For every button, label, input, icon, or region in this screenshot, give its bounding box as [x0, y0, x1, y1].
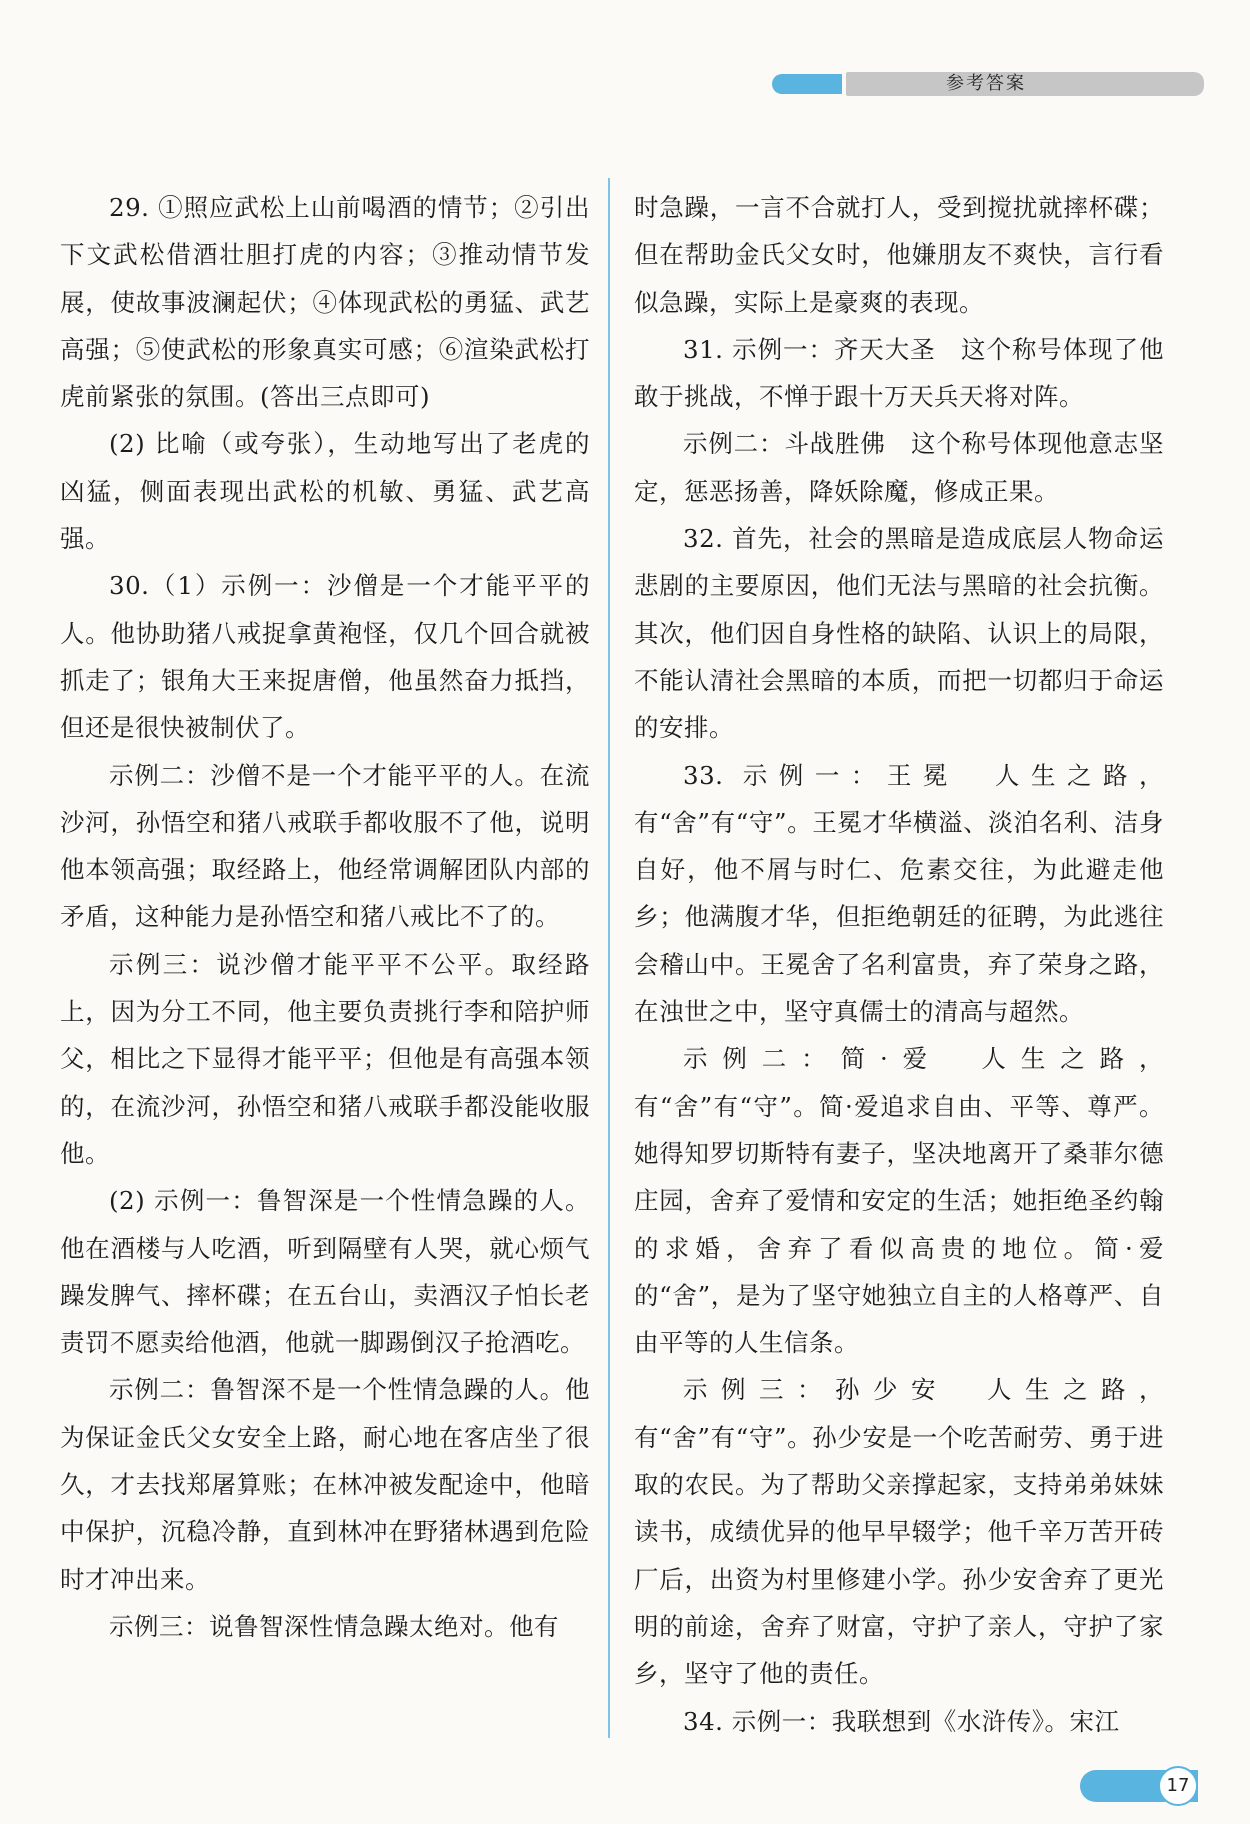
- answer-31-example1: 31. 示例一：齐天大圣 这个称号体现了他敢于挑战，不惮于跟十万天兵天将对阵。: [634, 334, 1164, 412]
- answer-33-example3: 示例三：孙少安 人生之路，有“舍”有“守”。孙少安是一个吃苦耐劳、勇于进取的农民。为了帮助父亲撑起家，支持弟弟妹妹读书，成绩优异的他早早辍学；他千辛万苦开砖厂后，出资为村里修建小学。孙少安舍弃了更光明的前途，舍弃了财富，守护了亲人，守护了家乡，坚守了他的责任。: [634, 1375, 1164, 1689]
- answer-31-example2: 示例二：斗战胜佛 这个称号体现他意志坚定，惩恶扬善，降妖除魔，修成正果。: [634, 429, 1164, 506]
- answer-29-part1: 29. ①照应武松上山前喝酒的情节；②引出下文武松借酒壮胆打虎的内容；③推动情节发展，使故事波澜起伏；④体现武松的勇猛、武艺高强；⑤使武松的形象真实可感；⑥渲染武松打虎前紧张的氛围。(答出三点即可): [60, 193, 590, 412]
- column-divider: [608, 178, 610, 1738]
- answer-29-part2: (2) 比喻（或夸张），生动地写出了老虎的凶猛，侧面表现出武松的机敏、勇猛、武艺高强。: [60, 429, 590, 554]
- answer-30-2-example1: (2) 示例一：鲁智深是一个性情急躁的人。他在酒楼与人吃酒，听到隔壁有人哭，就心烦气躁发脾气、摔杯碟；在五台山，卖酒汉子怕长老责罚不愿卖给他酒，他就一脚踢倒汉子抢酒吃。: [60, 1186, 590, 1358]
- answer-34-start: 34. 示例一：我联想到《水浒传》。宋江: [683, 1706, 1120, 1736]
- answer-33-example2: 示例二：简·爱 人生之路，有“舍”有“守”。简·爱追求自由、平等、尊严。她得知罗切斯特有妻子，坚决地离开了桑菲尔德庄园，舍弃了爱情和安定的生活；她拒绝圣约翰的求婚，舍弃了看似高贵的地位。简·爱的“舍”，是为了坚守她独立自主的人格尊严、自由平等的人生信条。: [634, 1044, 1164, 1358]
- page-number: 17: [1158, 1766, 1198, 1806]
- header-accent: [772, 74, 842, 94]
- answer-30-2-example2: 示例二：鲁智深不是一个性情急躁的人。他为保证金氏父女安全上路，耐心地在客店坐了很久，才去找郑屠算账；在林冲被发配途中，他暗中保护，沉稳冷静，直到林冲在野猪林遇到危险时才冲出来。: [60, 1375, 590, 1594]
- header-title: 参考答案: [946, 73, 1026, 94]
- right-column: [634, 184, 1164, 1745]
- answer-30-example1: 30.（1）示例一：沙僧是一个才能平平的人。他协助猪八戒捉拿黄袍怪，仅几个回合就被抓走了；银角大王来捉唐僧，他虽然奋力抵挡，但还是很快被制伏了。: [60, 571, 590, 743]
- answer-30-example2: 示例二：沙僧不是一个才能平平的人。在流沙河，孙悟空和猪八戒联手都收服不了他，说明他本领高强；取经路上，他经常调解团队内部的矛盾，这种能力是孙悟空和猪八戒比不了的。: [60, 760, 590, 932]
- answer-30-example3: 示例三：说沙僧才能平平不公平。取经路上，因为分工不同，他主要负责挑行李和陪护师父，相比之下显得才能平平；但他是有高强本领的，在流沙河，孙悟空和猪八戒联手都没能收服他。: [60, 949, 590, 1168]
- answer-30-2-example3-start: 示例三：说鲁智深性情急躁太绝对。他有: [109, 1611, 559, 1641]
- header-banner: [772, 72, 1204, 96]
- answer-32: 32. 首先，社会的黑暗是造成底层人物命运悲剧的主要原因，他们无法与黑暗的社会抗衡。其次，他们因自身性格的缺陷、认识上的局限，不能认清社会黑暗的本质，而把一切都归于命运的安排。: [634, 524, 1164, 743]
- left-column: [60, 184, 590, 1650]
- page-number-badge: [1080, 1766, 1198, 1806]
- answer-30-2-example3-cont: 时急躁，一言不合就打人，受到搅扰就摔杯碟；但在帮助金氏父女时，他嫌朋友不爽快，言行看似急躁，实际上是豪爽的表现。: [634, 193, 1164, 317]
- answer-33-example1: 33. 示例一：王冕 人生之路，有“舍”有“守”。王冕才华横溢、淡泊名利、洁身自好，他不屑与时仁、危素交往，为此避走他乡；他满腹才华，但拒绝朝廷的征聘，为此逃往会稽山中。王冕舍了名利富贵，弃了荣身之路，在浊世之中，坚守真儒士的清高与超然。: [634, 760, 1164, 1027]
